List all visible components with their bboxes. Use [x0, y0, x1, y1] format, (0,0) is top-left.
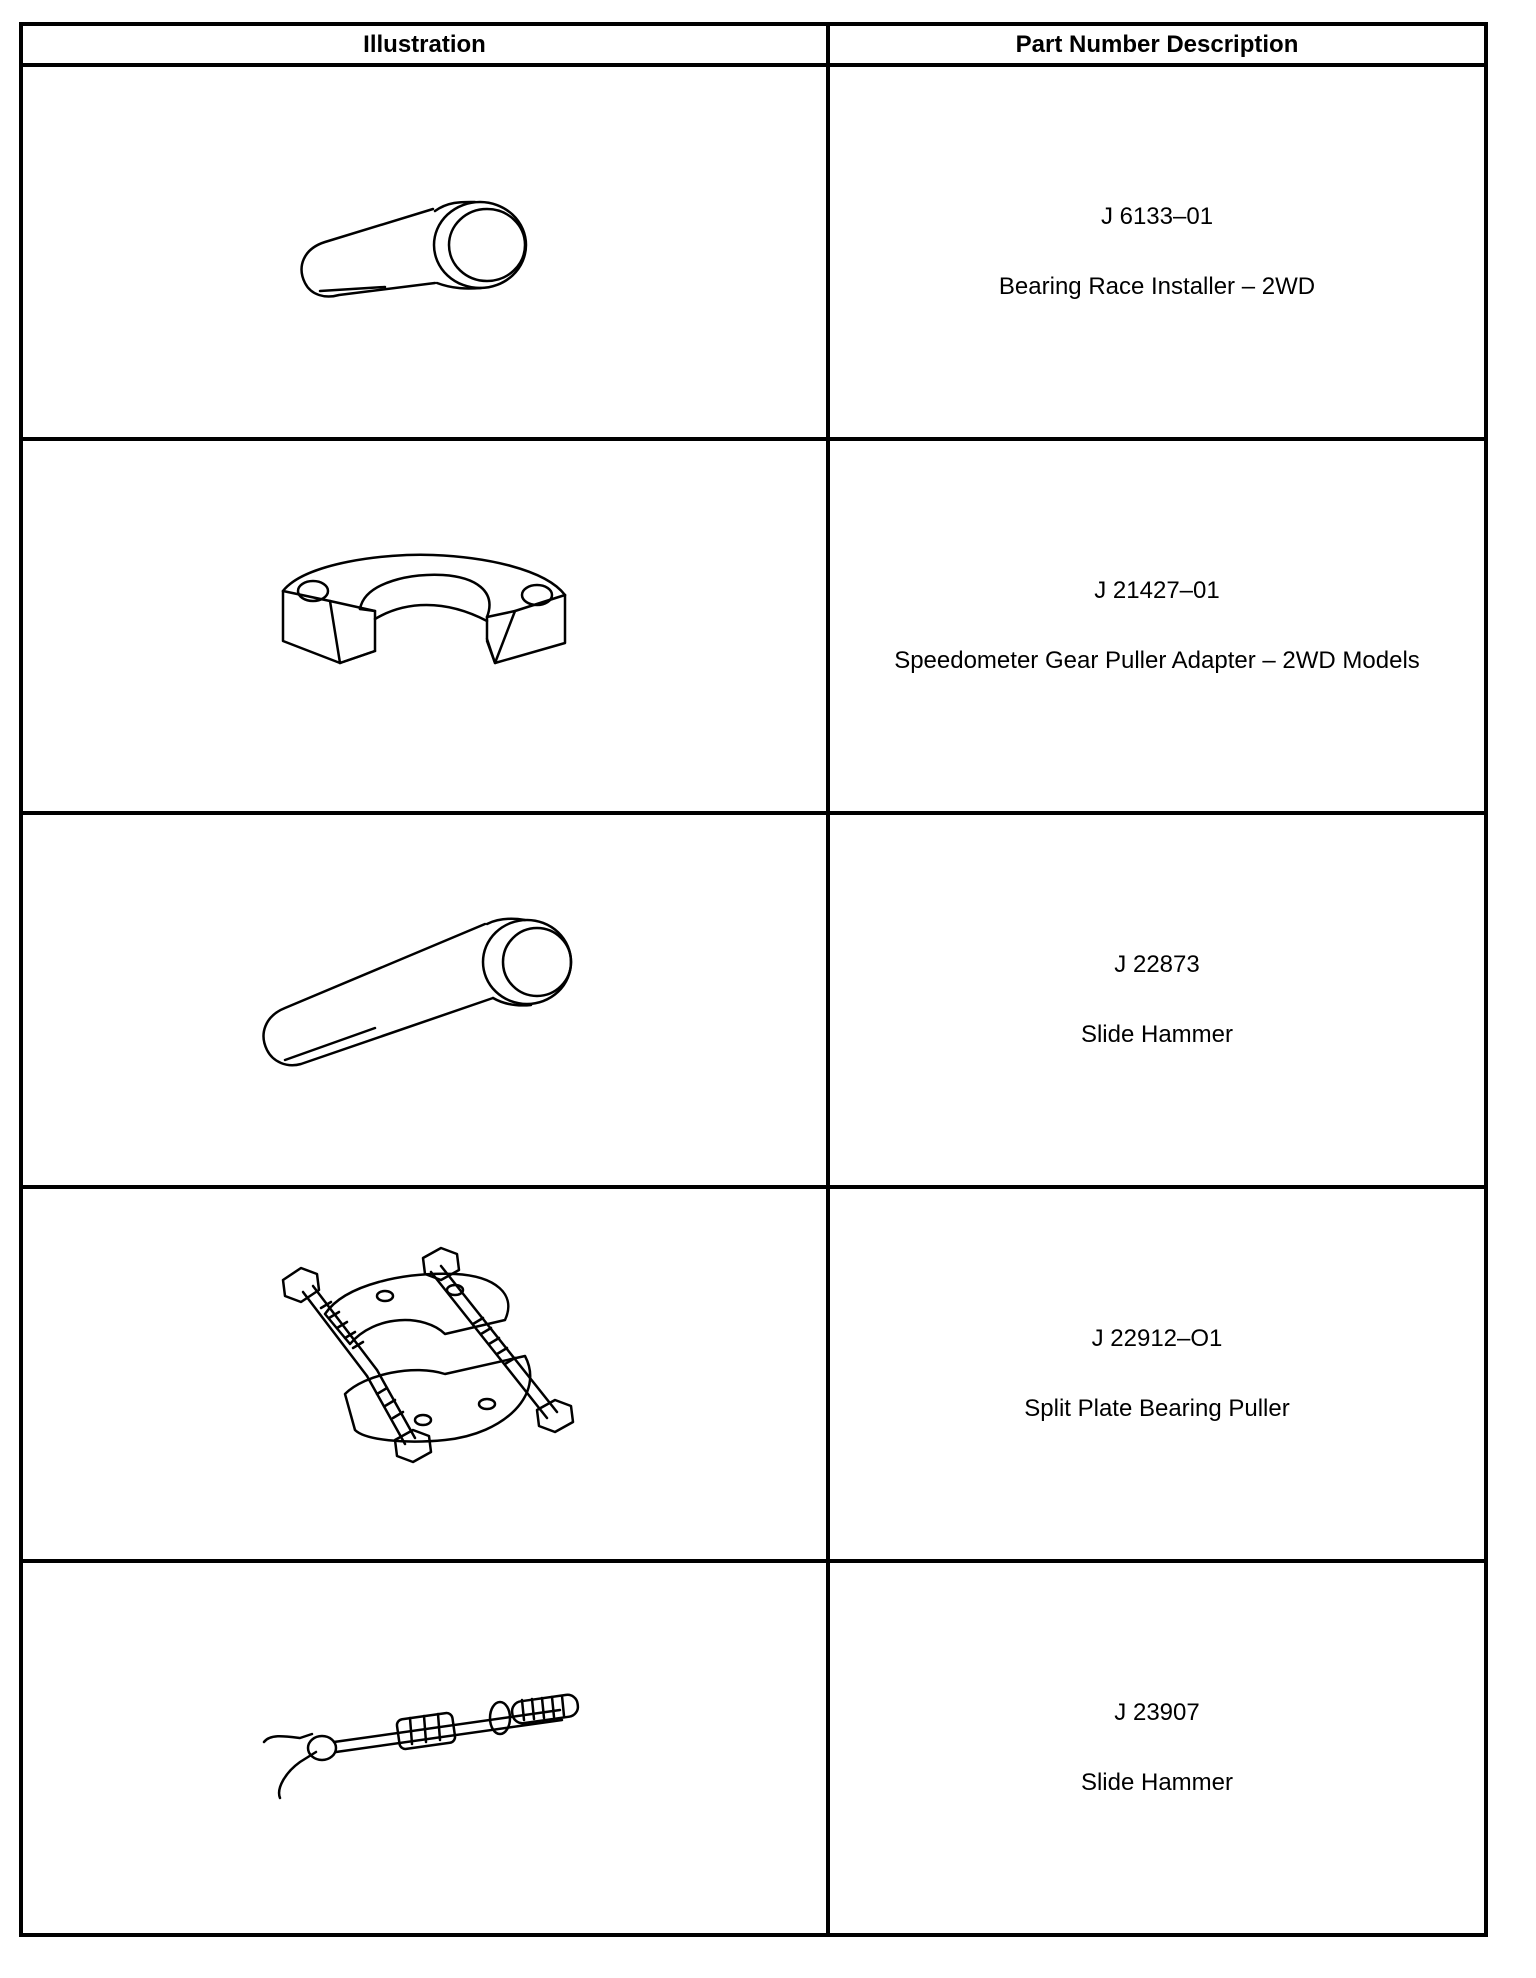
illustration-cell [21, 439, 828, 813]
slide-hammer-rod-icon [260, 1688, 590, 1808]
header-part-number-description: Part Number Description [828, 24, 1486, 65]
table-row [21, 1187, 1486, 1561]
part-number: J 22912–O1 [1091, 1325, 1223, 1352]
table-row [21, 813, 1486, 1187]
part-description: Bearing Race Installer – 2WD [998, 273, 1316, 300]
illustration-cell [21, 65, 828, 439]
table-row [21, 439, 1486, 813]
table-row [21, 65, 1486, 439]
part-description: Slide Hammer [1080, 1769, 1234, 1796]
illustration-cell [21, 1561, 828, 1935]
header-row [21, 24, 1486, 65]
bearing-race-installer-icon [285, 187, 565, 317]
illustration-cell [21, 813, 828, 1187]
part-number: J 21427–01 [1094, 577, 1220, 604]
slide-hammer-tool-icon [255, 910, 595, 1090]
illustration-cell [21, 1187, 828, 1561]
description-cell [828, 813, 1486, 1187]
part-number: J 23907 [1114, 1699, 1200, 1726]
part-description: Split Plate Bearing Puller [1024, 1395, 1290, 1422]
part-number: J 22873 [1114, 951, 1200, 978]
special-tools-table [19, 22, 1488, 1937]
table-row [21, 1561, 1486, 1935]
puller-adapter-icon [265, 551, 585, 701]
part-description: Slide Hammer [1080, 1021, 1234, 1048]
description-cell [828, 1187, 1486, 1561]
description-cell [828, 65, 1486, 439]
description-cell [828, 1561, 1486, 1935]
part-number: J 6133–01 [1100, 203, 1214, 230]
description-cell [828, 439, 1486, 813]
split-plate-puller-icon [255, 1244, 595, 1504]
header-illustration: Illustration [21, 24, 828, 65]
part-description: Speedometer Gear Puller Adapter – 2WD Models [894, 647, 1420, 674]
